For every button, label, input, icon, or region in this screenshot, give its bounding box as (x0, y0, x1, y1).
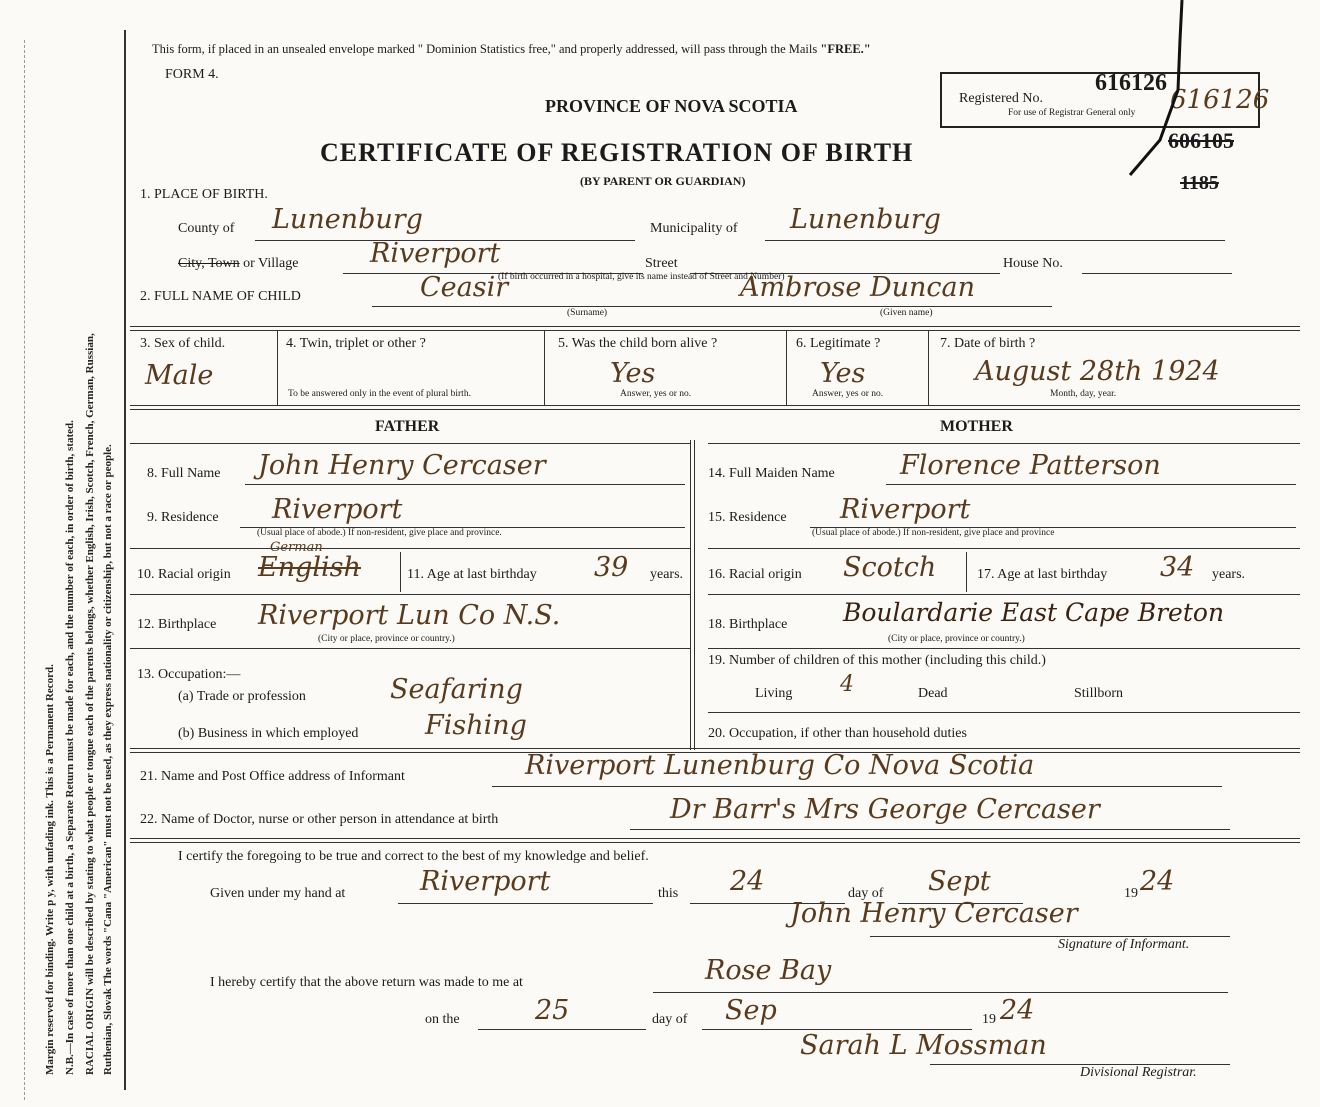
form-number: FORM 4. (165, 67, 219, 82)
father-race-correction: German (270, 540, 323, 555)
dead-label: Dead (918, 686, 948, 701)
cell-divider (544, 330, 545, 405)
mother-age-value: 34 (1160, 552, 1195, 583)
given-name-value: Ambrose Duncan (740, 272, 975, 303)
on-the-label: on the (425, 1012, 460, 1027)
row-rule (478, 1029, 646, 1030)
row-rule (130, 548, 690, 549)
mother-occupation-label: 20. Occupation, if other than household duties (708, 726, 967, 741)
registered-label: Registered No. (959, 91, 1043, 106)
cell-divider (400, 552, 401, 592)
cell-divider (786, 330, 787, 405)
row-rule (630, 829, 1230, 830)
rule-certify (130, 838, 1300, 843)
page-title: CERTIFICATE OF REGISTRATION OF BIRTH (320, 138, 914, 167)
binding-edge (4, 40, 25, 1100)
doctor-label: 22. Name of Doctor, nurse or other person in attendance at birth (140, 812, 499, 827)
informant-label: 21. Name and Post Office address of Informant (140, 769, 405, 784)
dob-note: Month, day, year. (1050, 389, 1117, 399)
given-day-value: 24 (730, 866, 765, 897)
mother-abode-note: (Usual place of abode.) If non-resident, give place and province (812, 528, 1055, 538)
surname-value: Ceasir (420, 272, 509, 303)
father-name-value: John Henry Cercaser (258, 450, 546, 481)
trade-value: Seafaring (390, 674, 523, 705)
this-label: this (658, 886, 679, 901)
father-abode-note: (Usual place of abode.) If non-resident, give place and province. (257, 528, 502, 538)
house-label: House No. (1003, 256, 1063, 271)
registered-number: 616126 (1095, 70, 1167, 96)
living-label: Living (755, 686, 793, 701)
mother-birthplace-value: Boulardarie East Cape Breton (843, 598, 1225, 627)
on-day-of-label: day of (652, 1012, 688, 1027)
page-subtitle: (BY PARENT OR GUARDIAN) (580, 174, 746, 188)
sex-value: Male (145, 360, 214, 391)
place-of-birth-label: 1. PLACE OF BIRTH. (140, 187, 268, 202)
county-label: County of (178, 221, 235, 236)
mother-years: years. (1212, 567, 1246, 582)
made-at-value: Rose Bay (705, 955, 832, 986)
business-label: (b) Business in which employed (178, 726, 359, 741)
mother-age-label: 17. Age at last birthday (977, 567, 1108, 582)
trade-label: (a) Trade or profession (178, 689, 306, 704)
mother-race-label: 16. Racial origin (708, 567, 802, 582)
alive-value: Yes (610, 358, 656, 389)
father-birthplace-label: 12. Birthplace (137, 617, 217, 632)
city-village-label: City, Town or Village (178, 256, 299, 271)
informant-value: Riverport Lunenburg Co Nova Scotia (525, 750, 1035, 781)
father-years: years. (650, 567, 684, 582)
doctor-value: Dr Barr's Mrs George Cercaser (670, 794, 1100, 825)
stamped-number: 606105 (1168, 128, 1234, 153)
father-residence-value: Riverport (272, 494, 403, 525)
row-rule (708, 548, 1300, 549)
row-rule (130, 443, 690, 444)
legitimate-label: 6. Legitimate ? (796, 336, 881, 351)
stillborn-label: Stillborn (1074, 686, 1124, 701)
legitimate-value: Yes (820, 358, 866, 389)
sex-label: 3. Sex of child. (140, 336, 226, 351)
mother-birthplace-label: 18. Birthplace (708, 617, 788, 632)
cell-divider (277, 330, 278, 405)
twin-label: 4. Twin, triplet or other ? (286, 336, 426, 351)
row-rule (708, 712, 1300, 713)
municipality-label: Municipality of (650, 221, 738, 236)
father-age-label: 11. Age at last birthday (407, 567, 537, 582)
margin-note-racial: RACIAL ORIGIN will be described by stating to what people or tongue each of the parents belongs, whether English, Irish, Scotch, French, German, Russian, (84, 333, 96, 1075)
father-name-label: 8. Full Name (147, 466, 221, 481)
father-race-value: English (258, 552, 361, 583)
given-year-value: 24 (1140, 866, 1175, 897)
mother-residence-value: Riverport (840, 494, 971, 525)
given-caption: (Given name) (880, 308, 933, 318)
occupation-label: 13. Occupation:— (137, 667, 241, 682)
father-age-value: 39 (594, 552, 629, 583)
handwritten-reg-number: 616126 (1170, 85, 1270, 115)
legitimate-note: Answer, yes or no. (812, 389, 884, 399)
rule-parents (130, 405, 1300, 410)
father-birthplace-value: Riverport Lun Co N.S. (258, 600, 561, 631)
row-rule (653, 992, 1228, 993)
on-month-value: Sep (725, 995, 777, 1026)
mother-name-value: Florence Patterson (900, 450, 1161, 481)
registrar-caption: Divisional Registrar. (1080, 1065, 1197, 1080)
municipality-value: Lunenburg (790, 204, 941, 235)
father-bp-caption: (City or place, province or country.) (318, 634, 455, 644)
surname-caption: (Surname) (567, 308, 608, 318)
margin-note-racial-2: Ruthenian, Slovak The words "Cana "American" must not be used, as they express nationality or citizenship, but not a race or people. (102, 444, 114, 1075)
row-rule (708, 443, 1300, 444)
child-name-line (372, 306, 1052, 307)
mother-residence-label: 15. Residence (708, 510, 787, 525)
twin-note: To be answered only in the event of plural birth. (288, 389, 471, 399)
row-rule (245, 484, 685, 485)
given-month-value: Sept (928, 866, 991, 897)
hereby-label: I hereby certify that the above return was made to me at (210, 975, 523, 990)
on-year-value: 24 (1000, 995, 1035, 1026)
child-name-label: 2. FULL NAME OF CHILD (140, 289, 301, 304)
county-value: Lunenburg (272, 204, 423, 235)
living-value: 4 (840, 672, 854, 697)
margin-note-nb: N.B.—In case of more than one child at a birth, a Separate Return must be made for each, and the number of each, in order of birth, stated. (64, 420, 76, 1075)
row-rule (708, 594, 1300, 595)
on-19: 19 (982, 1012, 996, 1027)
informant-signature: John Henry Cercaser (790, 898, 1078, 929)
row-rule (130, 594, 690, 595)
certify-text: I certify the foregoing to be true and correct to the best of my knowledge and belief. (178, 849, 649, 864)
given-19: 19 (1124, 886, 1138, 901)
dob-label: 7. Date of birth ? (940, 336, 1036, 351)
mother-heading: MOTHER (940, 418, 1013, 435)
row-rule (886, 484, 1296, 485)
alive-label: 5. Was the child born alive ? (558, 336, 718, 351)
registrar-signature: Sarah L Mossman (800, 1030, 1047, 1061)
registrar-general-note: For use of Registrar General only (1008, 108, 1136, 118)
stamped-number-2: 1185 (1180, 172, 1219, 194)
mother-race-value: Scotch (843, 552, 937, 583)
children-label: 19. Number of children of this mother (including this child.) (708, 653, 1046, 668)
row-rule (492, 786, 1222, 787)
margin-rule (124, 30, 126, 1090)
street-label: Street (645, 256, 678, 271)
father-race-label: 10. Racial origin (137, 567, 231, 582)
province-heading: PROVINCE OF NOVA SCOTIA (545, 96, 798, 116)
mother-name-label: 14. Full Maiden Name (708, 466, 835, 481)
cell-divider (928, 330, 929, 405)
father-residence-label: 9. Residence (147, 510, 219, 525)
row-rule (130, 648, 690, 649)
day-of-label: day of (848, 886, 884, 901)
on-day-value: 25 (535, 995, 570, 1026)
house-line (1082, 273, 1232, 274)
village-value: Riverport (370, 238, 501, 269)
father-heading: FATHER (375, 418, 440, 435)
hospital-note: (If birth occurred in a hospital, give its name instead of Street and Number) (498, 272, 785, 282)
pen-stroke (1100, 0, 1200, 200)
parents-divider (690, 440, 695, 750)
mail-notice: This form, if placed in an unsealed envelope marked " Dominion Statistics free," and properly addressed, will pass through the Mails "FREE." (152, 42, 871, 56)
row-rule (398, 903, 653, 904)
signature-caption: Signature of Informant. (1058, 937, 1190, 952)
mother-bp-caption: (City or place, province or country.) (888, 634, 1025, 644)
alive-note: Answer, yes or no. (620, 389, 692, 399)
municipality-line (765, 240, 1225, 241)
given-at-label: Given under my hand at (210, 886, 346, 901)
row-rule (708, 648, 1300, 649)
margin-note-binding: Margin reserved for binding. Write p y, with unfading ink. This is a Permanent Record. (44, 664, 56, 1075)
given-at-value: Riverport (420, 866, 551, 897)
business-value: Fishing (425, 710, 527, 741)
dob-value: August 28th 1924 (975, 356, 1220, 387)
cell-divider (966, 552, 967, 592)
rule-3 (130, 326, 1300, 331)
